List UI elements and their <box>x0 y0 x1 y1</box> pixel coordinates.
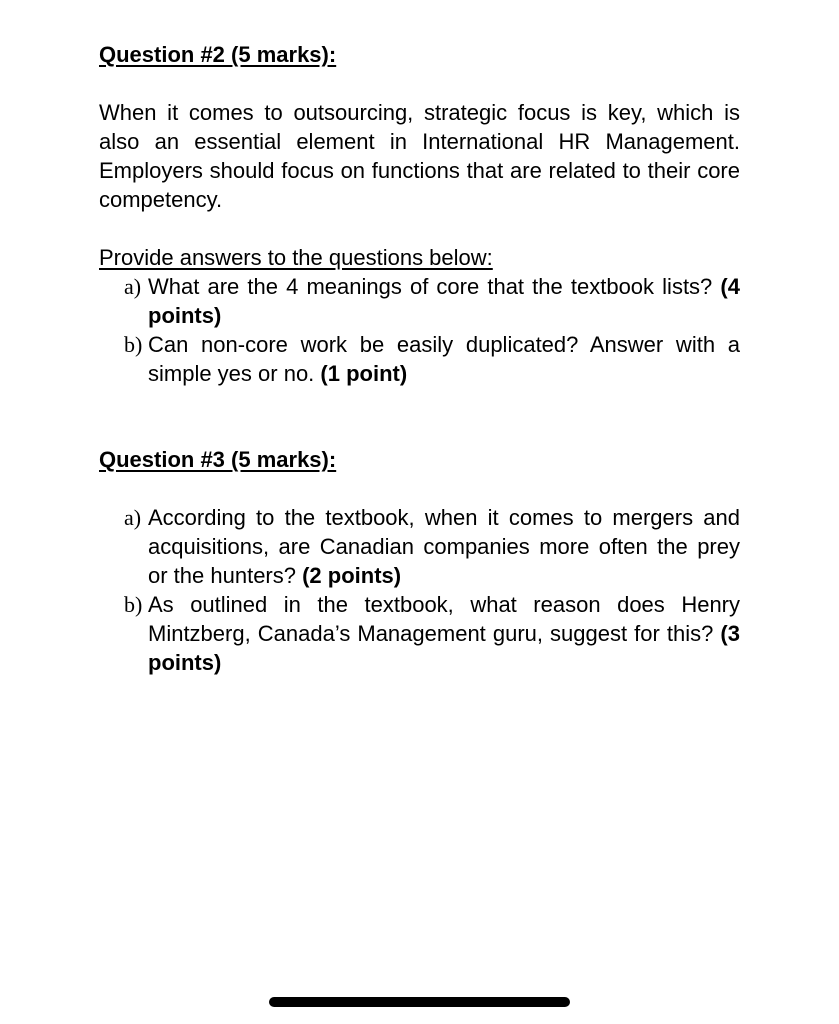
item-letter: b) <box>124 332 143 357</box>
item-text: As outlined in the textbook, what reason does Henry Mintzberg, Canada’s Management guru, suggest for this? <box>148 592 740 646</box>
question-2-list <box>99 272 740 388</box>
question-2-item-b <box>99 330 740 388</box>
question-3-item-b <box>99 590 740 677</box>
item-letter: b) <box>124 592 143 617</box>
home-indicator-bar[interactable] <box>269 997 570 1007</box>
item-points: (3 points) <box>148 621 740 675</box>
question-3-list <box>99 503 740 677</box>
document-page <box>99 36 740 677</box>
question-2-prompt: Provide answers to the questions below: <box>99 245 493 270</box>
item-text: According to the textbook, when it comes to mergers and acquisitions, are Canadian companies more often the prey or the hunters? <box>148 505 740 588</box>
item-text: What are the 4 meanings of core that the textbook lists? <box>148 274 713 299</box>
item-points: (4 points) <box>148 274 740 328</box>
item-points: (1 point) <box>320 361 408 386</box>
item-letter: a) <box>124 505 142 530</box>
question-2-paragraph: When it comes to outsourcing, strategic focus is key, which is also an essential element in International HR Management. Employers should focus on functions that are related to their core competency. <box>99 100 740 212</box>
question-3-heading: Question #3 (5 marks): <box>99 447 337 472</box>
question-3-item-a <box>99 503 740 590</box>
item-points: (2 points) <box>302 563 402 588</box>
question-2-item-a <box>99 272 740 330</box>
question-2-heading: Question #2 (5 marks): <box>99 42 337 67</box>
item-letter: a) <box>124 274 142 299</box>
item-text: Can non-core work be easily duplicated? Answer with a simple yes or no. <box>148 332 740 386</box>
